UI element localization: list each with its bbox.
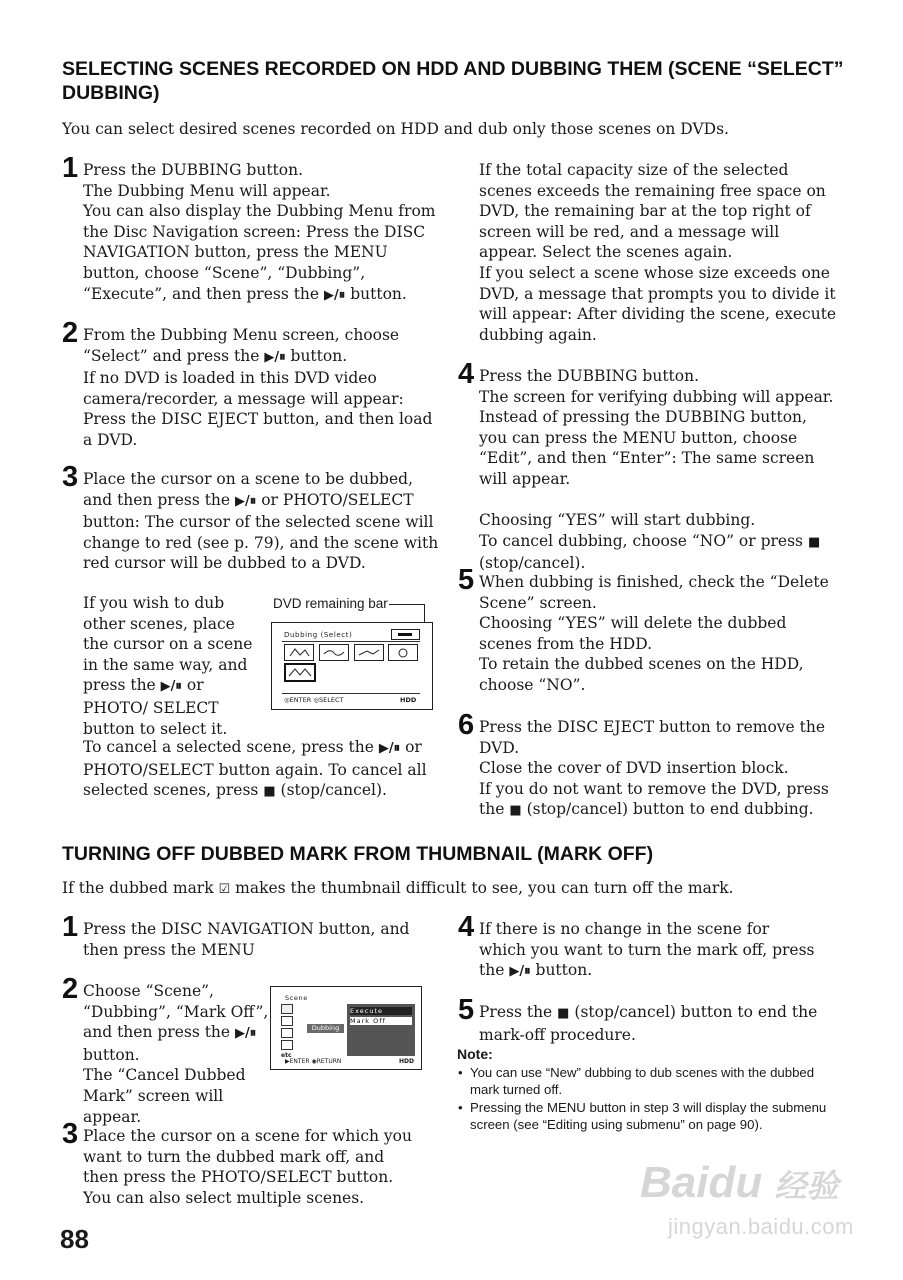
step-text: The screen for verifying dubbing will appear. [479,387,834,406]
dubbing-select-screen [271,622,433,710]
mark-off-step-1 [62,911,442,960]
callout-label: DVD remaining bar [273,596,388,611]
menu-item-execute[interactable]: Execute [350,1007,412,1015]
step-text: The “Cancel Dubbed Mark” screen will appear. [83,1066,246,1126]
section-intro: You can select desired scenes recorded on HDD and dub only those scenes on DVDs. [62,120,729,138]
page-number: 88 [60,1224,89,1254]
scene-thumbnail[interactable] [319,644,349,661]
note-text: If the total capacity size of the selected scenes exceeds the remaining free space on DVD, the remaining bar at the top right of screen will be red, and a message will appear. Select the scenes again. [479,161,826,262]
step-text: To cancel dubbing, choose “NO” or press ■ (stop/cancel). [479,531,821,573]
step-1 [62,152,442,306]
screen-title: Dubbing (Select) [284,631,353,639]
step-text: Press the DISC EJECT button to remove the DVD. [479,718,826,757]
step-text: If you do not want to remove the DVD, press the ■ (stop/cancel) button to end dubbing. [479,779,829,819]
step-6 [458,709,838,822]
dvd-remaining-bar [391,629,420,640]
step-text: Choosing “YES” will delete the dubbed scenes from the HDD. [479,614,787,653]
step-text: Choosing “YES” will start dubbing. [479,511,756,530]
scene-thumbnail[interactable] [388,644,418,661]
capacity-note [479,160,839,345]
enter-return-hint: ▶ENTER ◉RETURN [285,1058,342,1065]
play-pause-icon: ▶/⏸ [235,1026,257,1042]
menu-icons: etc [281,1004,293,1059]
menu-item-mark-off[interactable]: Mark Off [350,1017,412,1025]
step-text: If there is no change in the scene for which you want to turn the mark off, press the ▶/⏸ button. [479,920,815,980]
scene-thumbnail[interactable] [284,644,314,661]
step-text: The Dubbing Menu will appear. [83,181,331,200]
scene-thumbnail[interactable] [354,644,384,661]
step-number: 2 [62,317,79,349]
menu-item-dubbing[interactable]: Dubbing [307,1024,344,1033]
callout-line [389,604,424,605]
step-number: 3 [62,1118,79,1150]
step-text: Close the cover of DVD insertion block. [479,759,789,778]
step-text: You can also display the Dubbing Menu from the Disc Navigation screen: Press the DISC NAVIGATION button, press the MENU button, choose “Scene”, “Dubbing”, “Execute”, and then press the ▶/⏸ button. [83,202,436,303]
step-text: Press the ■ (stop/cancel) button to end the mark-off procedure. [479,1003,818,1044]
step-number: 4 [458,911,475,943]
watermark-logo: Baidu 经验 [640,1158,839,1207]
step-text: From the Dubbing Menu screen, choose “Select” and press the ▶/⏸ button. [83,326,400,365]
mark-off-step-4 [458,911,818,983]
screen-title: Scene [285,994,308,1002]
note-item: • Pressing the MENU button in step 3 will display the submenu screen (see “Editing using submenu” on page 90). [470,1099,827,1134]
step-3-cancel [83,737,433,803]
mark-off-step-3 [62,1118,422,1208]
step-2 [62,317,442,451]
watermark-url: jingyan.baidu.com [668,1214,854,1239]
play-pause-icon: ▶/⏸ [235,493,257,509]
play-pause-icon: ▶/⏸ [160,679,182,695]
step-3 [62,461,442,574]
step-number: 3 [62,461,79,493]
play-pause-icon: ▶/⏸ [264,349,286,365]
step-text: When dubbing is finished, check the “Delete Scene” screen. [479,573,829,612]
step-number: 6 [458,709,475,741]
mark-off-menu-screen [270,986,422,1070]
stop-icon: ■ [509,803,522,819]
step-text: Choose “Scene”, “Dubbing”, “Mark Off”, and then press the ▶/⏸ button. [83,982,269,1064]
step-5 [458,564,838,696]
scene-thumbnail-selected[interactable] [284,663,316,682]
mark-off-step-5 [458,994,818,1045]
step-text: Instead of pressing the DUBBING button, you can press the MENU button, choose “Edit”, and then “Enter”: The same screen will appear. [479,408,815,488]
step-text: If no DVD is loaded in this DVD video camera/recorder, a message will appear: Press the DISC EJECT button, and then load a DVD. [83,369,433,449]
play-pause-icon: ▶/⏸ [509,964,531,980]
section-intro: If the dubbed mark ☑ makes the thumbnail difficult to see, you can turn off the mark. [62,879,734,897]
step-text: Place the cursor on a scene to be dubbed, and then press the ▶/⏸ or PHOTO/SELECT button: The cursor of the selected scene will change to red (see p. 79), and the scene with red cursor will be dubbed to a DVD. [83,470,439,573]
play-pause-icon: ▶/⏸ [378,741,401,756]
section-title: TURNING OFF DUBBED MARK FROM THUMBNAIL (MARK OFF) [62,843,654,865]
step-text: Press the DISC NAVIGATION button, and then press the MENU [83,920,410,959]
hdd-indicator: HDD [400,696,417,704]
step-text: If you wish to dub other scenes, place the cursor on a scene in the same way, and press the ▶/⏸ or PHOTO/ SELECT button to select it. [83,594,253,738]
stop-icon: ■ [557,1006,570,1021]
stop-icon: ■ [807,534,821,550]
step-text: Press the DUBBING button. [479,367,700,385]
step-text: To retain the dubbed scenes on the HDD, choose “NO”. [479,655,804,694]
note-text: If you select a scene whose size exceeds one DVD, a message that prompts you to divide it will appear: After dividing the scene, execute dubbing again. [479,263,837,344]
mark-off-step-2 [62,973,277,1127]
step-number: 1 [62,152,79,184]
step-number: 5 [458,994,475,1026]
step-number: 5 [458,564,475,596]
step-number: 4 [458,358,475,390]
step-text: Press the DUBBING button. [83,161,304,179]
note-title: Note: [457,1046,493,1062]
step-number: 1 [62,911,79,943]
section-title: SELECTING SCENES RECORDED ON HDD AND DUBBING THEM (SCENE “SELECT” DUBBING) [62,58,844,104]
hdd-indicator: HDD [399,1058,414,1065]
step-text: To cancel a selected scene, press the ▶/⏸ or PHOTO/SELECT button again. To cancel all selected scenes, press ■ (stop/cancel). [83,738,427,800]
enter-hint: ◎ENTER ◎SELECT [284,696,344,704]
play-pause-icon: ▶/⏸ [324,287,346,303]
dubbed-mark-icon: ☑ [218,882,231,897]
note-item: • You can use “New” dubbing to dub scenes with the dubbed mark turned off. [470,1064,827,1099]
stop-icon: ■ [263,784,276,800]
step-text: Place the cursor on a scene for which you want to turn the dubbed mark off, and then press the PHOTO/SELECT button. [83,1127,412,1187]
step-3-continued [83,593,265,739]
step-4 [458,358,838,574]
note-box [457,1046,827,1134]
step-text: You can also select multiple scenes. [83,1188,365,1207]
submenu-panel [347,1004,415,1056]
step-number: 2 [62,973,79,1005]
